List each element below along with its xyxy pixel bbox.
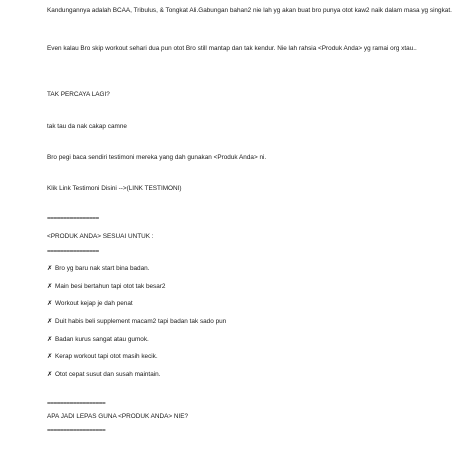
list-item: ✗ Duit habis beli supplement macam2 tapi badan tak sado pun: [47, 318, 227, 325]
list-item: ✗ Kerap workout tapi otot masih kecik.: [47, 353, 158, 360]
list-item: ✗ Otot cepat susut dan susah maintain.: [47, 371, 161, 378]
cross-icon: ✗: [47, 265, 53, 272]
cross-icon: ✗: [47, 371, 53, 378]
divider-rule: ==================: [47, 427, 106, 434]
list-item: ✗ Main besi bertahun tapi otot tak besar2: [47, 283, 166, 290]
section-heading-sesuai: <PRODUK ANDA> SESUAI UNTUK :: [47, 233, 154, 240]
paragraph-tak-percaya: TAK PERCAYA LAGI?: [47, 91, 110, 98]
section-heading-apa-jadi: APA JADI LEPAS GUNA <PRODUK ANDA> NIE?: [47, 413, 189, 420]
paragraph-even-skip: Even kalau Bro skip workout sehari dua pun otot Bro still mantap dan tak kendur. Nie lah rahsia <Produk Anda> yg ramai org xtau..: [47, 45, 417, 52]
testimoni-link[interactable]: Klik Link Testimoni Disini -->(LINK TESTIMONI): [47, 185, 182, 192]
cross-icon: ✗: [47, 336, 53, 343]
list-item: ✗ Badan kurus sangat atau gumok.: [47, 336, 149, 343]
cross-icon: ✗: [47, 318, 53, 325]
list-item: ✗ Workout kejap je dah penat: [47, 300, 133, 307]
divider-rule: ==================: [47, 400, 106, 407]
cross-icon: ✗: [47, 300, 53, 307]
cross-icon: ✗: [47, 353, 53, 360]
divider-rule: ================: [47, 248, 99, 255]
list-item: ✗ Bro yg baru nak start bina badan.: [47, 265, 150, 272]
paragraph-ingredients: Kandungannya adalah BCAA, Tribulus, & Tongkat Ali.Gabungan bahan2 nie lah yg akan buat bro punya otot kaw2 naik dalam masa yg singkat.: [47, 7, 452, 14]
divider-rule: ================: [47, 215, 99, 222]
paragraph-baca-testimoni: Bro pegi baca sendiri testimoni mereka yang dah gunakan <Produk Anda> ni.: [47, 154, 267, 161]
paragraph-tak-tau: tak tau da nak cakap camne: [47, 123, 127, 130]
cross-icon: ✗: [47, 283, 53, 290]
